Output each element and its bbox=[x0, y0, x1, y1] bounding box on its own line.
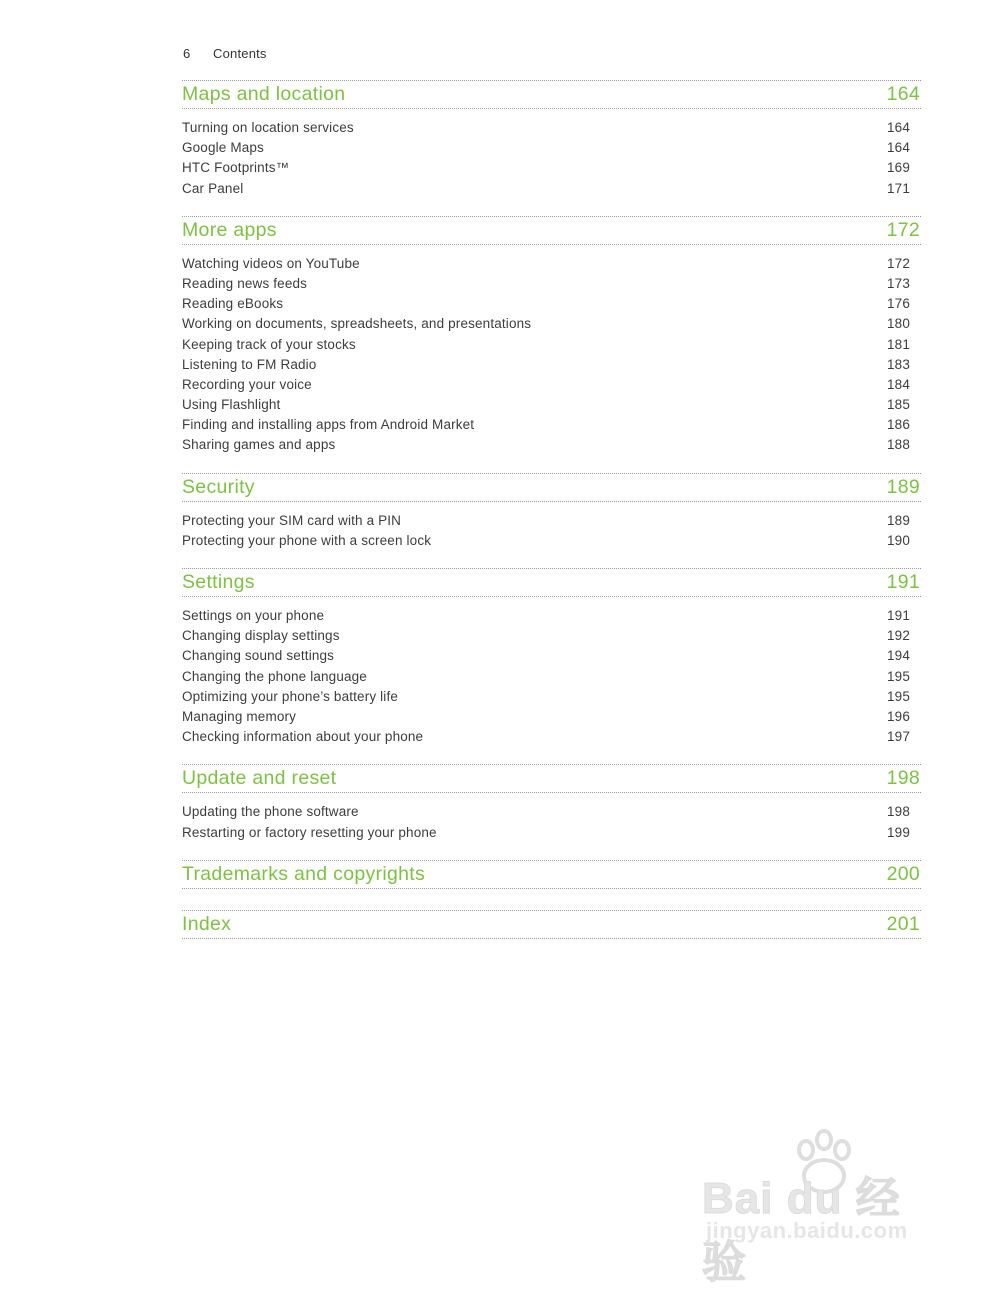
entry-title: Finding and installing apps from Android Market bbox=[182, 417, 475, 433]
section-title: Maps and location bbox=[182, 83, 346, 105]
entry-page-number: 186 bbox=[887, 417, 910, 433]
toc-entry[interactable] bbox=[182, 294, 921, 314]
entry-page-number: 183 bbox=[887, 356, 910, 372]
entry-title: Changing the phone language bbox=[182, 668, 367, 684]
toc-entry[interactable] bbox=[182, 802, 921, 822]
toc-entry[interactable] bbox=[182, 395, 921, 415]
entry-page-number: 188 bbox=[887, 437, 910, 453]
watermark bbox=[700, 1128, 940, 1287]
watermark-site: jingyan.baidu.com bbox=[706, 1218, 908, 1243]
entry-page-number: 180 bbox=[887, 316, 910, 332]
entry-title: Using Flashlight bbox=[182, 397, 281, 413]
toc-entry[interactable] bbox=[182, 823, 921, 843]
entry-title: Updating the phone software bbox=[182, 804, 359, 820]
entry-page-number: 199 bbox=[887, 824, 910, 840]
entry-page-number: 195 bbox=[887, 668, 910, 684]
page-header bbox=[183, 46, 267, 61]
toc-section bbox=[182, 764, 921, 842]
toc-entry[interactable] bbox=[182, 687, 921, 707]
entry-page-number: 189 bbox=[887, 512, 910, 528]
entry-title: Protecting your phone with a screen lock bbox=[182, 532, 432, 548]
entry-page-number: 169 bbox=[887, 160, 910, 176]
entry-list bbox=[182, 118, 921, 199]
entry-title: Working on documents, spreadsheets, and presentations bbox=[182, 316, 532, 332]
toc-entry[interactable] bbox=[182, 158, 921, 178]
entry-title: Reading news feeds bbox=[182, 275, 308, 291]
toc-entry[interactable] bbox=[182, 626, 921, 646]
toc-entry[interactable] bbox=[182, 415, 921, 435]
section-heading[interactable] bbox=[182, 80, 921, 109]
entry-page-number: 198 bbox=[887, 804, 910, 820]
section-heading[interactable] bbox=[182, 473, 921, 502]
entry-list bbox=[182, 511, 921, 551]
toc-entry[interactable] bbox=[182, 355, 921, 375]
toc-entry[interactable] bbox=[182, 335, 921, 355]
toc-entry[interactable] bbox=[182, 179, 921, 199]
toc-section bbox=[182, 860, 921, 889]
entry-list bbox=[182, 802, 921, 842]
page-number: 6 bbox=[183, 46, 191, 61]
section-heading[interactable] bbox=[182, 216, 921, 245]
entry-title: Changing display settings bbox=[182, 628, 340, 644]
toc-entry[interactable] bbox=[182, 138, 921, 158]
entry-title: Recording your voice bbox=[182, 376, 312, 392]
toc-entry[interactable] bbox=[182, 254, 921, 274]
entry-title: Optimizing your phone’s battery life bbox=[182, 688, 399, 704]
toc-entry[interactable] bbox=[182, 375, 921, 395]
section-page-number: 201 bbox=[886, 912, 920, 935]
section-page-number: 164 bbox=[886, 83, 920, 105]
toc-section bbox=[182, 473, 921, 551]
section-heading[interactable] bbox=[182, 764, 921, 793]
entry-title: Checking information about your phone bbox=[182, 729, 424, 745]
section-title: Index bbox=[182, 912, 232, 935]
entry-title: Restarting or factory resetting your phone bbox=[182, 824, 437, 840]
toc-section bbox=[182, 216, 921, 456]
section-heading[interactable] bbox=[182, 860, 921, 889]
entry-page-number: 194 bbox=[887, 648, 910, 664]
toc-entry[interactable] bbox=[182, 707, 921, 727]
section-page-number: 172 bbox=[886, 218, 920, 241]
entry-page-number: 192 bbox=[887, 628, 910, 644]
toc-entry[interactable] bbox=[182, 531, 921, 551]
section-page-number: 189 bbox=[886, 475, 920, 498]
toc-entry[interactable] bbox=[182, 274, 921, 294]
toc-entry[interactable] bbox=[182, 667, 921, 687]
toc-entry[interactable] bbox=[182, 606, 921, 626]
section-title: Trademarks and copyrights bbox=[182, 862, 426, 885]
toc-section bbox=[182, 568, 921, 747]
entry-page-number: 181 bbox=[887, 336, 910, 352]
entry-title: Protecting your SIM card with a PIN bbox=[182, 512, 402, 528]
entry-page-number: 164 bbox=[887, 120, 910, 135]
toc-entry[interactable] bbox=[182, 727, 921, 747]
toc-section bbox=[182, 80, 921, 199]
toc-entry[interactable] bbox=[182, 118, 921, 138]
section-title: Security bbox=[182, 475, 255, 498]
entry-title: HTC Footprints™ bbox=[182, 160, 290, 176]
section-page-number: 198 bbox=[886, 767, 920, 790]
entry-title: Managing memory bbox=[182, 708, 297, 724]
entry-title: Car Panel bbox=[182, 180, 244, 196]
entry-list bbox=[182, 606, 921, 747]
table-of-contents bbox=[182, 80, 921, 960]
entry-page-number: 196 bbox=[887, 708, 910, 724]
entry-page-number: 176 bbox=[887, 296, 910, 312]
section-title: Settings bbox=[182, 571, 255, 593]
entry-title: Settings on your phone bbox=[182, 608, 325, 623]
entry-title: Google Maps bbox=[182, 140, 264, 156]
entry-page-number: 197 bbox=[887, 729, 910, 745]
entry-page-number: 184 bbox=[887, 376, 910, 392]
entry-page-number: 195 bbox=[887, 688, 910, 704]
entry-title: Keeping track of your stocks bbox=[182, 336, 356, 352]
toc-entry[interactable] bbox=[182, 435, 921, 455]
section-heading[interactable] bbox=[182, 568, 921, 597]
entry-page-number: 172 bbox=[887, 255, 910, 271]
section-page-number: 200 bbox=[886, 862, 920, 885]
toc-entry[interactable] bbox=[182, 314, 921, 334]
toc-entry[interactable] bbox=[182, 511, 921, 531]
entry-page-number: 171 bbox=[887, 180, 910, 196]
section-title: More apps bbox=[182, 218, 277, 241]
entry-page-number: 173 bbox=[887, 275, 910, 291]
entry-page-number: 190 bbox=[887, 532, 910, 548]
entry-title: Listening to FM Radio bbox=[182, 356, 317, 372]
entry-title: Sharing games and apps bbox=[182, 437, 336, 453]
entry-title: Watching videos on YouTube bbox=[182, 255, 360, 271]
section-page-number: 191 bbox=[886, 571, 920, 593]
watermark-brand: Bai du 经验 bbox=[702, 1174, 901, 1287]
toc-section bbox=[182, 910, 921, 939]
entry-page-number: 191 bbox=[887, 608, 910, 623]
header-title: Contents bbox=[213, 46, 267, 61]
section-heading[interactable] bbox=[182, 910, 921, 939]
toc-entry[interactable] bbox=[182, 646, 921, 666]
entry-title: Changing sound settings bbox=[182, 648, 335, 664]
entry-title: Turning on location services bbox=[182, 120, 354, 135]
section-title: Update and reset bbox=[182, 767, 337, 790]
entry-title: Reading eBooks bbox=[182, 296, 284, 312]
entry-page-number: 164 bbox=[887, 140, 910, 156]
entry-page-number: 185 bbox=[887, 397, 910, 413]
entry-list bbox=[182, 254, 921, 456]
